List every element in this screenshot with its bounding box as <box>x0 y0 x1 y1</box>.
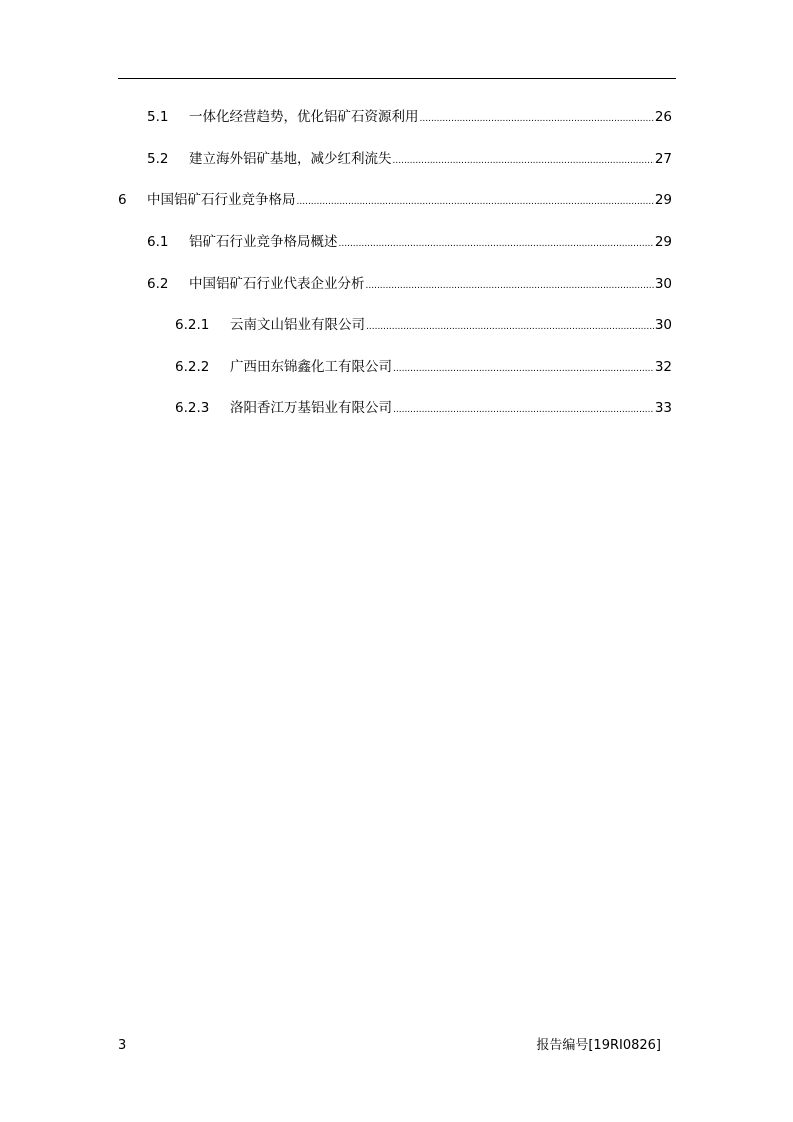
toc-entry-6-2-1[interactable] <box>0 314 793 336</box>
toc-dot-leader <box>393 150 654 172</box>
toc-entry-title: 中国铝矿石行业代表企业分析 <box>189 276 365 292</box>
toc-entry-page: 32 <box>654 359 672 375</box>
toc-dot-leader <box>297 191 654 213</box>
toc-entry-number: 6.2.2 <box>175 359 210 375</box>
toc-dot-leader <box>366 275 654 297</box>
toc-dot-leader <box>393 358 654 380</box>
toc-entry-number: 6.2 <box>147 276 169 292</box>
toc-dot-leader <box>339 233 654 255</box>
toc-entry-page: 30 <box>654 317 672 333</box>
footer-page-number: 3 <box>118 1038 127 1053</box>
toc-dot-leader <box>393 399 654 421</box>
toc-entry-6-2-3[interactable] <box>0 397 793 419</box>
toc-entry-page: 29 <box>654 192 672 208</box>
toc-entry-page: 33 <box>654 400 672 416</box>
toc-entry-6-1[interactable] <box>0 231 793 253</box>
toc-entry-page: 30 <box>654 276 672 292</box>
toc-entry-title: 铝矿石行业竞争格局概述 <box>189 234 338 250</box>
toc-entry-title: 一体化经营趋势，优化铝矿石资源利用 <box>189 109 419 125</box>
toc-entry-title: 广西田东锦鑫化工有限公司 <box>230 359 392 375</box>
toc-entry-5-2[interactable] <box>0 148 793 170</box>
toc-entry-title: 洛阳香江万基铝业有限公司 <box>230 400 392 416</box>
toc-entry-page: 29 <box>654 234 672 250</box>
toc-entry-title: 中国铝矿石行业竞争格局 <box>147 192 296 208</box>
toc-entry-title: 云南文山铝业有限公司 <box>230 317 365 333</box>
toc-dot-leader <box>420 108 654 130</box>
toc-entry-5-1[interactable] <box>0 106 793 128</box>
toc-entry-number: 6 <box>118 192 127 208</box>
toc-entry-number: 6.1 <box>147 234 169 250</box>
toc-entry-number: 6.2.3 <box>175 400 210 416</box>
toc-entry-title: 建立海外铝矿基地，减少红利流失 <box>189 151 392 167</box>
toc-entry-page: 26 <box>654 109 672 125</box>
toc-entry-page: 27 <box>654 151 672 167</box>
toc-entry-6[interactable] <box>0 189 793 211</box>
toc-dot-leader <box>366 316 654 338</box>
toc-entry-number: 5.1 <box>147 109 169 125</box>
toc-entry-number: 5.2 <box>147 151 169 167</box>
toc-entry-6-2[interactable] <box>0 273 793 295</box>
toc-entry-6-2-2[interactable] <box>0 356 793 378</box>
toc-entry-number: 6.2.1 <box>175 317 210 333</box>
footer-report-id: 报告编号[19RI0826] <box>536 1038 661 1053</box>
